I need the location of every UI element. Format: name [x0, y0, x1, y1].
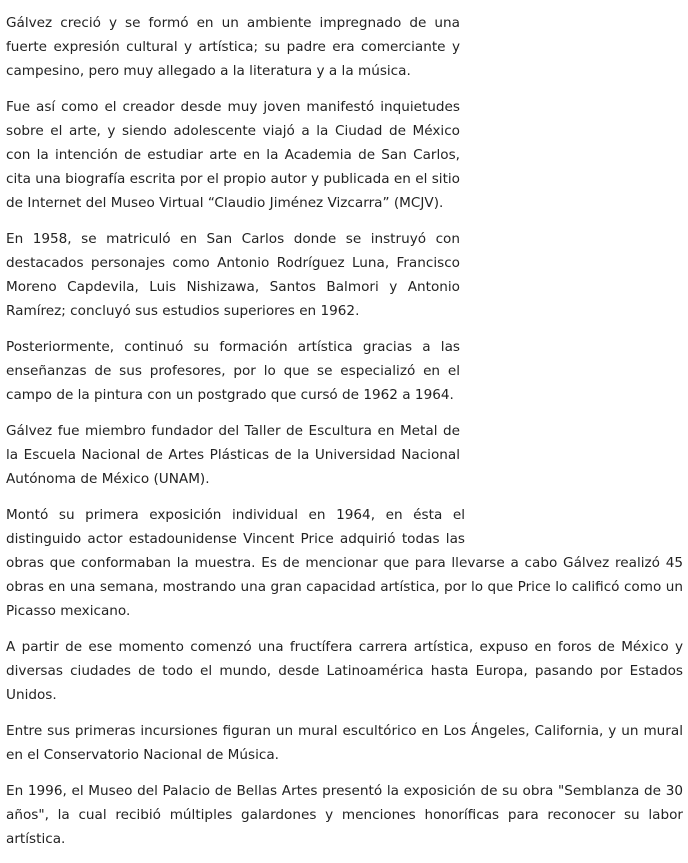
paragraph-3: En 1958, se matriculó en San Carlos donde se instruyó con destacados personajes como Antonio Rodríguez Luna, Francisco Moreno Capdevila, Luis Nishizawa, Santos Balmori y Antonio Ramírez; concluyó sus estudios superiores en 1962.	[6, 231, 460, 319]
paragraph-8: Entre sus primeras incursiones figuran un mural escultórico en Los Ángeles, California, y un mural en el Conservatorio Nacional de Música.	[6, 723, 683, 763]
paragraph-9: En 1996, el Museo del Palacio de Bellas Artes presentó la exposición de su obra "Semblanza de 30 años", la cual recibió múltiples galardones y menciones honoríficas para reconocer su labor artística.	[6, 783, 683, 847]
article-body	[6, 11, 683, 863]
paragraph-6-block	[6, 503, 683, 623]
float-spacer	[465, 503, 683, 551]
paragraph-2: Fue así como el creador desde muy joven manifestó inquietudes sobre el arte, y siendo adolescente viajó a la Ciudad de México con la intención de estudiar arte en la Academia de San Carlos, cita una biografía escrita por el propio autor y publicada en el sitio de Internet del Museo Virtual “Claudio Jiménez Vizcarra” (MCJV).	[6, 99, 460, 211]
paragraph-7: A partir de ese momento comenzó una fructífera carrera artística, expuso en foros de México y diversas ciudades de todo el mundo, desde Latinoamérica hasta Europa, pasando por Estados Unidos.	[6, 639, 683, 703]
paragraph-6: Montó su primera exposición individual en 1964, en ésta el distinguido actor estadounidense Vincent Price adquirió todas las obras que conformaban la muestra. Es de mencionar que para llevarse a cabo Gálvez realizó 45 obras en una semana, mostrando una gran capacidad artística, por lo que Price lo calificó como un Picasso mexicano.	[6, 507, 683, 619]
paragraph-1: Gálvez creció y se formó en un ambiente impregnado de una fuerte expresión cultural y artística; su padre era comerciante y campesino, pero muy allegado a la literatura y a la música.	[6, 15, 460, 79]
paragraph-4: Posteriormente, continuó su formación artística gracias a las enseñanzas de sus profesores, por lo que se especializó en el campo de la pintura con un postgrado que cursó de 1962 a 1964.	[6, 339, 460, 403]
paragraph-5: Gálvez fue miembro fundador del Taller de Escultura en Metal de la Escuela Nacional de Artes Plásticas de la Universidad Nacional Autónoma de México (UNAM).	[6, 423, 460, 487]
